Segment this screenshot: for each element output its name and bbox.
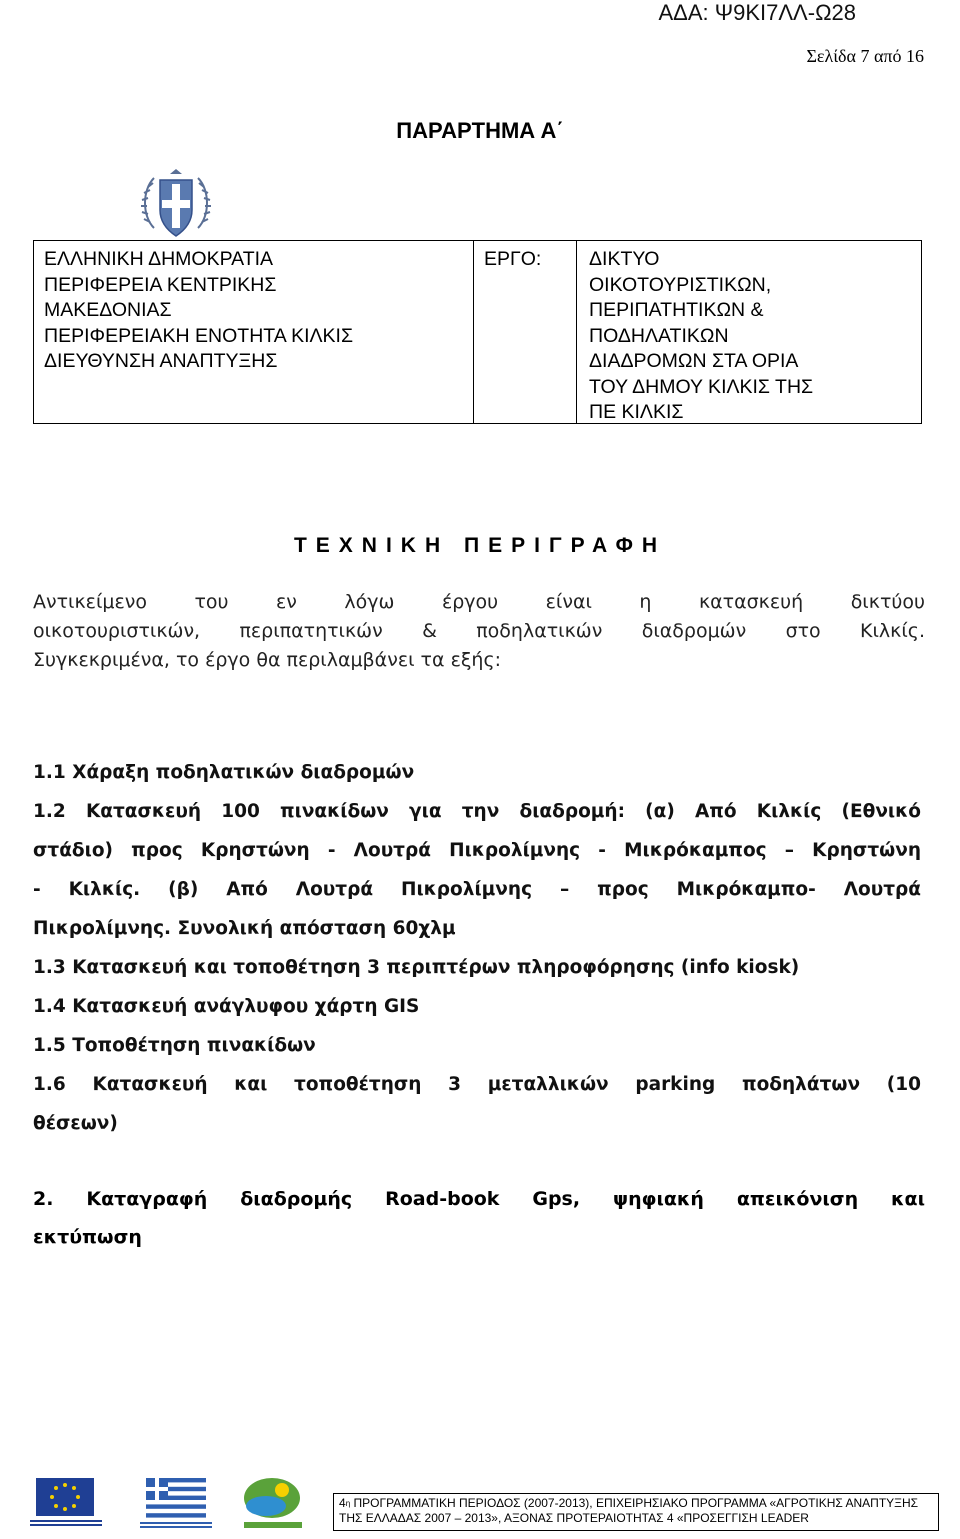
header-table [33, 240, 922, 424]
project-line: ΠΕ ΚΙΛΚΙΣ [589, 401, 684, 423]
list-item: στάδιο) προς Κρηστώνη - Λουτρά Πικρολίμνης - Μικρόκαμπος – Κρηστώνη [33, 840, 921, 861]
authority-line: ΕΛΛΗΝΙΚΗ ΔΗΜΟΚΡΑΤΙΑ [44, 248, 274, 270]
authority-line: ΠΕΡΙΦΕΡΕΙΑ ΚΕΝΤΡΙΚΗΣ [44, 273, 277, 296]
list-item: 1.1 Χάραξη ποδηλατικών διαδρομών [33, 762, 415, 783]
intro-paragraph [33, 588, 925, 675]
footer-line-1-rest: ΠΡΟΓΡΑΜΜΑΤΙΚΗ ΠΕΡΙΟΔΟΣ (2007-2013), ΕΠΙΧΕΙΡΗΣΙΑΚΟ ΠΡΟΓΡΑΜΜΑ «ΑΓΡΟΤΙΚΗΣ ΑΝΑΠΤΥΞΗΣ [350, 1496, 919, 1510]
authority-cell [34, 241, 474, 423]
footer-line-1-sup: η [345, 1499, 351, 1508]
greek-flag-icon [140, 1478, 212, 1528]
project-line: ΔΙΚΤΥΟ [589, 248, 660, 270]
project-line: ΠΟΔΗΛΑΤΙΚΩΝ [589, 324, 729, 347]
footer-line-1-prefix: 4 [339, 1496, 346, 1510]
project-line: ΤΟΥ ΔΗΜΟΥ ΚΙΛΚΙΣ ΤΗΣ [589, 375, 814, 398]
project-title-cell [577, 241, 921, 423]
leader-logo-icon [244, 1478, 302, 1528]
footer-logos [30, 1476, 320, 1532]
footer-program-box [333, 1493, 939, 1531]
section-2 [33, 1180, 925, 1256]
footer-line-1 [339, 1496, 938, 1511]
list-item: 1.4 Κατασκευή ανάγλυφου χάρτη GIS [33, 996, 420, 1017]
page-number: Σελίδα 7 από 16 [806, 46, 924, 66]
work-items-list [33, 758, 921, 1148]
intro-line: Συγκεκριμένα, το έργο θα περιλαμβάνει τα εξής: [33, 649, 502, 671]
list-item: 1.3 Κατασκευή και τοποθέτηση 3 περιπτέρων πληροφόρησης (info kiosk) [33, 957, 800, 978]
technical-description-title: ΤΕΧΝΙΚΗ ΠΕΡΙΓΡΑΦΗ [293, 534, 667, 557]
ada-code: ΑΔΑ: Ψ9ΚΙ7ΛΛ-Ω28 [658, 0, 856, 25]
list-item: θέσεων) [33, 1113, 118, 1134]
list-item: 1.6 Κατασκευή και τοποθέτηση 3 μεταλλικών parking ποδηλάτων (10 [33, 1074, 921, 1095]
footer-line-2: ΤΗΣ ΕΛΛΑΔΑΣ 2007 – 2013», ΑΞΟΝΑΣ ΠΡΟΤΕΡΑΙΟΤΗΤΑΣ 4 «ΠΡΟΣΕΓΓΙΣΗ LEADER [339, 1511, 809, 1525]
greek-coat-of-arms-icon [140, 168, 212, 244]
list-item: 1.5 Τοποθέτηση πινακίδων [33, 1035, 316, 1056]
project-line: ΔΙΑΔΡΟΜΩΝ ΣΤΑ ΟΡΙΑ [589, 350, 799, 372]
authority-line: ΜΑΚΕΔΟΝΙΑΣ [44, 299, 172, 321]
authority-line: ΔΙΕΥΘΥΝΣΗ ΑΝΑΠΤΥΞΗΣ [44, 350, 278, 372]
eu-flag-icon [30, 1478, 102, 1526]
project-label: ΕΡΓΟ: [484, 248, 542, 270]
intro-line: Αντικείμενο του εν λόγω έργου είναι η κατασκευή δικτύου [33, 591, 925, 613]
list-item: 1.2 Κατασκευή 100 πινακίδων για την διαδρομή: (α) Από Κιλκίς (Εθνικό [33, 801, 921, 822]
project-line: ΟΙΚΟΤΟΥΡΙΣΤΙΚΩΝ, [589, 273, 772, 296]
appendix-title: ΠΑΡΑΡΤΗΜΑ Α΄ [396, 118, 564, 143]
project-label-cell [474, 241, 577, 423]
authority-line: ΠΕΡΙΦΕΡΕΙΑΚΗ ΕΝΟΤΗΤΑ ΚΙΛΚΙΣ [44, 324, 354, 347]
intro-line: οικοτουριστικών, περιπατητικών & ποδηλατικών διαδρομών στο Κιλκίς. [33, 620, 925, 642]
project-line: ΠΕΡΙΠΑΤΗΤΙΚΩΝ & [589, 299, 764, 321]
list-item: - Κιλκίς. (β) Από Λουτρά Πικρολίμνης – προς Μικρόκαμπο- Λουτρά [33, 879, 921, 900]
section-2-line: 2. Καταγραφή διαδρομής Road-book Gps, ψηφιακή απεικόνιση και [33, 1188, 925, 1210]
section-2-line: εκτύπωση [33, 1226, 142, 1248]
list-item: Πικρολίμνης. Συνολική απόσταση 60χλμ [33, 918, 456, 939]
